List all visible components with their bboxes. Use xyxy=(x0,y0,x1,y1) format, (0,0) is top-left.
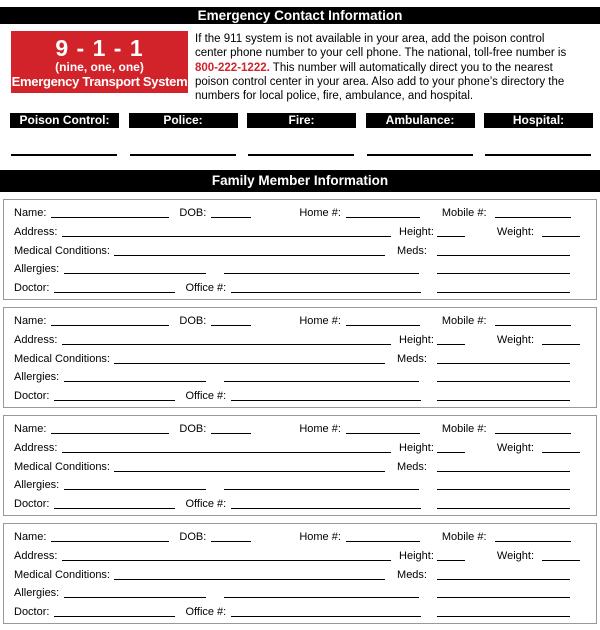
doctor-label: Doctor: xyxy=(14,389,50,402)
weight-label: Weight: xyxy=(496,549,534,562)
home-phone-write-line xyxy=(346,217,420,218)
doctor-label: Doctor: xyxy=(14,497,50,510)
height-write-line xyxy=(437,560,465,561)
height-label: Height: xyxy=(399,226,434,239)
home-phone-write-line xyxy=(346,433,420,434)
police-write-line xyxy=(130,154,236,156)
member-row-allergies xyxy=(14,584,580,603)
meds-label: Meds: xyxy=(397,460,427,473)
doctor-write-line xyxy=(54,292,175,293)
weight-label: Weight: xyxy=(496,226,534,239)
height-write-line xyxy=(437,344,465,345)
doctor-write-line xyxy=(54,400,175,401)
contact-label-police: Police: xyxy=(129,113,238,128)
office-phone-label: Office #: xyxy=(185,605,227,618)
home-phone-label: Home #: xyxy=(299,315,341,328)
member-row-doctor xyxy=(14,387,580,406)
member-row-medical xyxy=(14,458,580,477)
home-phone-label: Home #: xyxy=(299,423,341,436)
doctor-label: Doctor: xyxy=(14,605,50,618)
member-row-medical xyxy=(14,242,580,261)
doctor-label: Doctor: xyxy=(14,281,50,294)
address-write-line xyxy=(62,344,391,345)
weight-write-line xyxy=(542,344,580,345)
instructions-paragraph xyxy=(195,31,590,103)
member-row-name xyxy=(14,312,580,331)
allergies-label: Allergies: xyxy=(14,371,60,384)
height-write-line xyxy=(437,452,465,453)
office-phone-write-line xyxy=(231,508,421,509)
address-label: Address: xyxy=(14,226,58,239)
office-phone-write-line xyxy=(231,616,421,617)
doctor-write-line xyxy=(54,508,175,509)
medical-conditions-label: Medical Conditions: xyxy=(14,568,110,581)
medical-conditions-write-line xyxy=(114,471,385,472)
medical-conditions-write-line xyxy=(114,363,385,364)
emergency-contacts-row xyxy=(0,113,600,128)
home-phone-write-line xyxy=(346,325,420,326)
contact-label-fire: Fire: xyxy=(247,113,356,128)
mobile-phone-label: Mobile #: xyxy=(441,207,487,220)
meds-extra-write-line-1 xyxy=(437,273,570,274)
name-label: Name: xyxy=(14,531,47,544)
home-phone-label: Home #: xyxy=(299,531,341,544)
office-phone-write-line xyxy=(231,400,421,401)
911-number: 9 - 1 - 1 xyxy=(55,35,144,61)
allergies-write-line xyxy=(64,489,206,490)
meds-extra-write-line-1 xyxy=(437,597,570,598)
contact-label-ambulance: Ambulance: xyxy=(366,113,475,128)
member-row-name xyxy=(14,204,580,223)
meds-extra-write-line-2 xyxy=(437,508,570,509)
member-row-address xyxy=(14,547,580,566)
meds-write-line xyxy=(437,579,570,580)
emergency-911-section xyxy=(0,31,600,103)
address-label: Address: xyxy=(14,442,58,455)
page-title xyxy=(0,7,600,24)
family-member-block xyxy=(3,199,597,300)
member-row-allergies xyxy=(14,476,580,495)
doctor-write-line xyxy=(54,616,175,617)
dob-write-line xyxy=(211,433,251,434)
ambulance-write-line xyxy=(367,154,473,156)
medical-conditions-write-line xyxy=(114,579,385,580)
allergies-extra-write-line xyxy=(224,489,419,490)
office-phone-label: Office #: xyxy=(185,389,227,402)
home-phone-label: Home #: xyxy=(299,207,341,220)
meds-label: Meds: xyxy=(397,244,427,257)
dob-label: DOB: xyxy=(179,531,207,544)
meds-extra-write-line-2 xyxy=(437,400,570,401)
medical-conditions-write-line xyxy=(114,255,385,256)
meds-extra-write-line-1 xyxy=(437,381,570,382)
member-row-doctor xyxy=(14,495,580,514)
name-write-line xyxy=(51,325,169,326)
medical-conditions-label: Medical Conditions: xyxy=(14,460,110,473)
dob-write-line xyxy=(211,325,251,326)
mobile-phone-write-line xyxy=(495,541,571,542)
member-row-allergies xyxy=(14,260,580,279)
meds-extra-write-line-2 xyxy=(437,616,570,617)
meds-extra-write-line-1 xyxy=(437,489,570,490)
mobile-phone-write-line xyxy=(495,433,571,434)
mobile-phone-label: Mobile #: xyxy=(441,423,487,436)
dob-write-line xyxy=(211,217,251,218)
member-row-doctor xyxy=(14,603,580,622)
member-row-medical xyxy=(14,566,580,585)
meds-write-line xyxy=(437,471,570,472)
mobile-phone-write-line xyxy=(495,217,571,218)
meds-label: Meds: xyxy=(397,568,427,581)
medical-conditions-label: Medical Conditions: xyxy=(14,244,110,257)
member-row-name xyxy=(14,420,580,439)
page-title-text: Emergency Contact Information xyxy=(197,8,403,23)
weight-label: Weight: xyxy=(496,334,534,347)
address-label: Address: xyxy=(14,334,58,347)
address-write-line xyxy=(62,452,391,453)
address-label: Address: xyxy=(14,549,58,562)
name-label: Name: xyxy=(14,423,47,436)
dob-label: DOB: xyxy=(179,315,207,328)
mobile-phone-label: Mobile #: xyxy=(441,531,487,544)
family-member-block xyxy=(3,307,597,408)
medical-conditions-label: Medical Conditions: xyxy=(14,352,110,365)
member-row-address xyxy=(14,223,580,242)
member-row-allergies xyxy=(14,368,580,387)
name-write-line xyxy=(51,217,169,218)
contact-label-hospital: Hospital: xyxy=(484,113,593,128)
name-label: Name: xyxy=(14,315,47,328)
weight-write-line xyxy=(542,236,580,237)
fire-write-line xyxy=(248,154,354,156)
911-emergency-box xyxy=(11,31,188,93)
hospital-write-line xyxy=(485,154,591,156)
allergies-write-line xyxy=(64,597,206,598)
allergies-extra-write-line xyxy=(224,597,419,598)
office-phone-label: Office #: xyxy=(185,281,227,294)
height-label: Height: xyxy=(399,442,434,455)
height-write-line xyxy=(437,236,465,237)
meds-write-line xyxy=(437,255,570,256)
instructions-text-2: This number will automatically direct you to the nearest poison control center in your area. Also add to your phone’s directory the numbers for local police, fire, ambulance, and hospital. xyxy=(195,61,565,103)
allergies-write-line xyxy=(64,381,206,382)
weight-label: Weight: xyxy=(496,442,534,455)
poison-control-phone-number: 800-222-1222. xyxy=(195,61,270,74)
member-row-name xyxy=(14,528,580,547)
contact-label-poison-control: Poison Control: xyxy=(10,113,119,128)
family-section-title-text: Family Member Information xyxy=(211,173,389,189)
allergies-label: Allergies: xyxy=(14,263,60,276)
allergies-label: Allergies: xyxy=(14,587,60,600)
instructions-text-1: If the 911 system is not available in your area, add the poison control center phone number to your cell phone. The national, toll-free number is xyxy=(195,33,567,60)
911-spelled-out: (nine, one, one) xyxy=(55,60,144,74)
name-write-line xyxy=(51,541,169,542)
allergies-write-line xyxy=(64,273,206,274)
allergies-label: Allergies: xyxy=(14,479,60,492)
mobile-phone-write-line xyxy=(495,325,571,326)
dob-label: DOB: xyxy=(179,423,207,436)
address-write-line xyxy=(62,560,391,561)
address-write-line xyxy=(62,236,391,237)
office-phone-label: Office #: xyxy=(185,497,227,510)
911-system-label: Emergency Transport System xyxy=(11,74,188,89)
name-label: Name: xyxy=(14,207,47,220)
meds-extra-write-line-2 xyxy=(437,292,570,293)
height-label: Height: xyxy=(399,334,434,347)
member-row-address xyxy=(14,331,580,350)
family-member-block xyxy=(3,415,597,516)
allergies-extra-write-line xyxy=(224,381,419,382)
height-label: Height: xyxy=(399,549,434,562)
weight-write-line xyxy=(542,560,580,561)
name-write-line xyxy=(51,433,169,434)
weight-write-line xyxy=(542,452,580,453)
office-phone-write-line xyxy=(231,292,421,293)
home-phone-write-line xyxy=(346,541,420,542)
poison-control-write-line xyxy=(11,154,117,156)
member-row-doctor xyxy=(14,279,580,298)
mobile-phone-label: Mobile #: xyxy=(441,315,487,328)
dob-write-line xyxy=(211,541,251,542)
family-member-block xyxy=(3,523,597,624)
meds-write-line xyxy=(437,363,570,364)
allergies-extra-write-line xyxy=(224,273,419,274)
member-row-address xyxy=(14,439,580,458)
meds-label: Meds: xyxy=(397,352,427,365)
family-section-title xyxy=(0,170,600,192)
member-row-medical xyxy=(14,350,580,369)
dob-label: DOB: xyxy=(179,207,207,220)
emergency-contacts-write-lines xyxy=(0,154,600,156)
